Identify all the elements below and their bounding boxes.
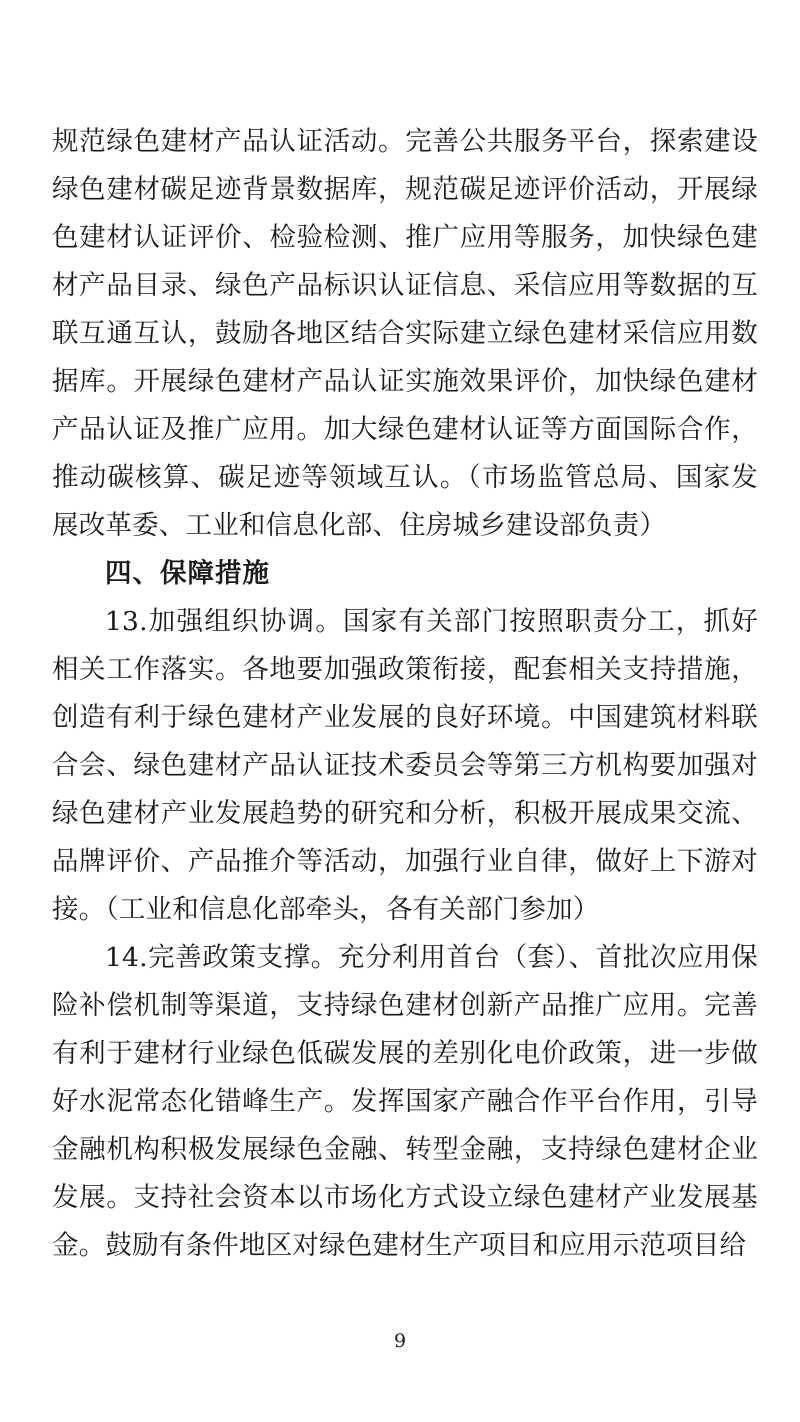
section-heading-safeguard-measures: 四、保障措施 [105, 558, 270, 589]
page-content [52, 118, 758, 1270]
page-number: 9 [393, 1330, 407, 1352]
paragraph-item-13-organizational-coordination: 13.加强组织协调。国家有关部门按照职责分工，抓好相关工作落实。各地要加强政策衔接，配套相关支持措施，创造有利于绿色建材产业发展的良好环境。中国建筑材料联合会、绿色建材产品认证技术委员会等第三方机构要加强对绿色建材产业发展趋势的研究和分析，积极开展成果交流、品牌评价、产品推介等活动，加强行业自律，做好上下游对接。（工业和信息化部牵头，各有关部门参加） [52, 606, 758, 925]
paragraph-item-14-policy-support: 14.完善政策支撑。充分利用首台（套）、首批次应用保险补偿机制等渠道，支持绿色建材创新产品推广应用。完善有利于建材行业绿色低碳发展的差别化电价政策，进一步做好水泥常态化错峰生产。发挥国家产融合作平台作用，引导金融机构积极发展绿色金融、转型金融，支持绿色建材企业发展。支持社会资本以市场化方式设立绿色建材产业发展基金。鼓励有条件地区对绿色建材生产项目和应用示范项目给 [52, 942, 758, 1261]
paragraph-green-building-materials-certification: 规范绿色建材产品认证活动。完善公共服务平台，探索建设绿色建材碳足迹背景数据库，规范碳足迹评价活动，开展绿色建材认证评价、检验检测、推广应用等服务，加快绿色建材产品目录、绿色产品标识认证信息、采信应用等数据的互联互通互认，鼓励各地区结合实际建立绿色建材采信应用数据库。开展绿色建材产品认证实施效果评价，加快绿色建材产品认证及推广应用。加大绿色建材认证等方面国际合作，推动碳核算、碳足迹等领域互认。（市场监管总局、国家发展改革委、工业和信息化部、住房城乡建设部负责） [52, 126, 758, 541]
